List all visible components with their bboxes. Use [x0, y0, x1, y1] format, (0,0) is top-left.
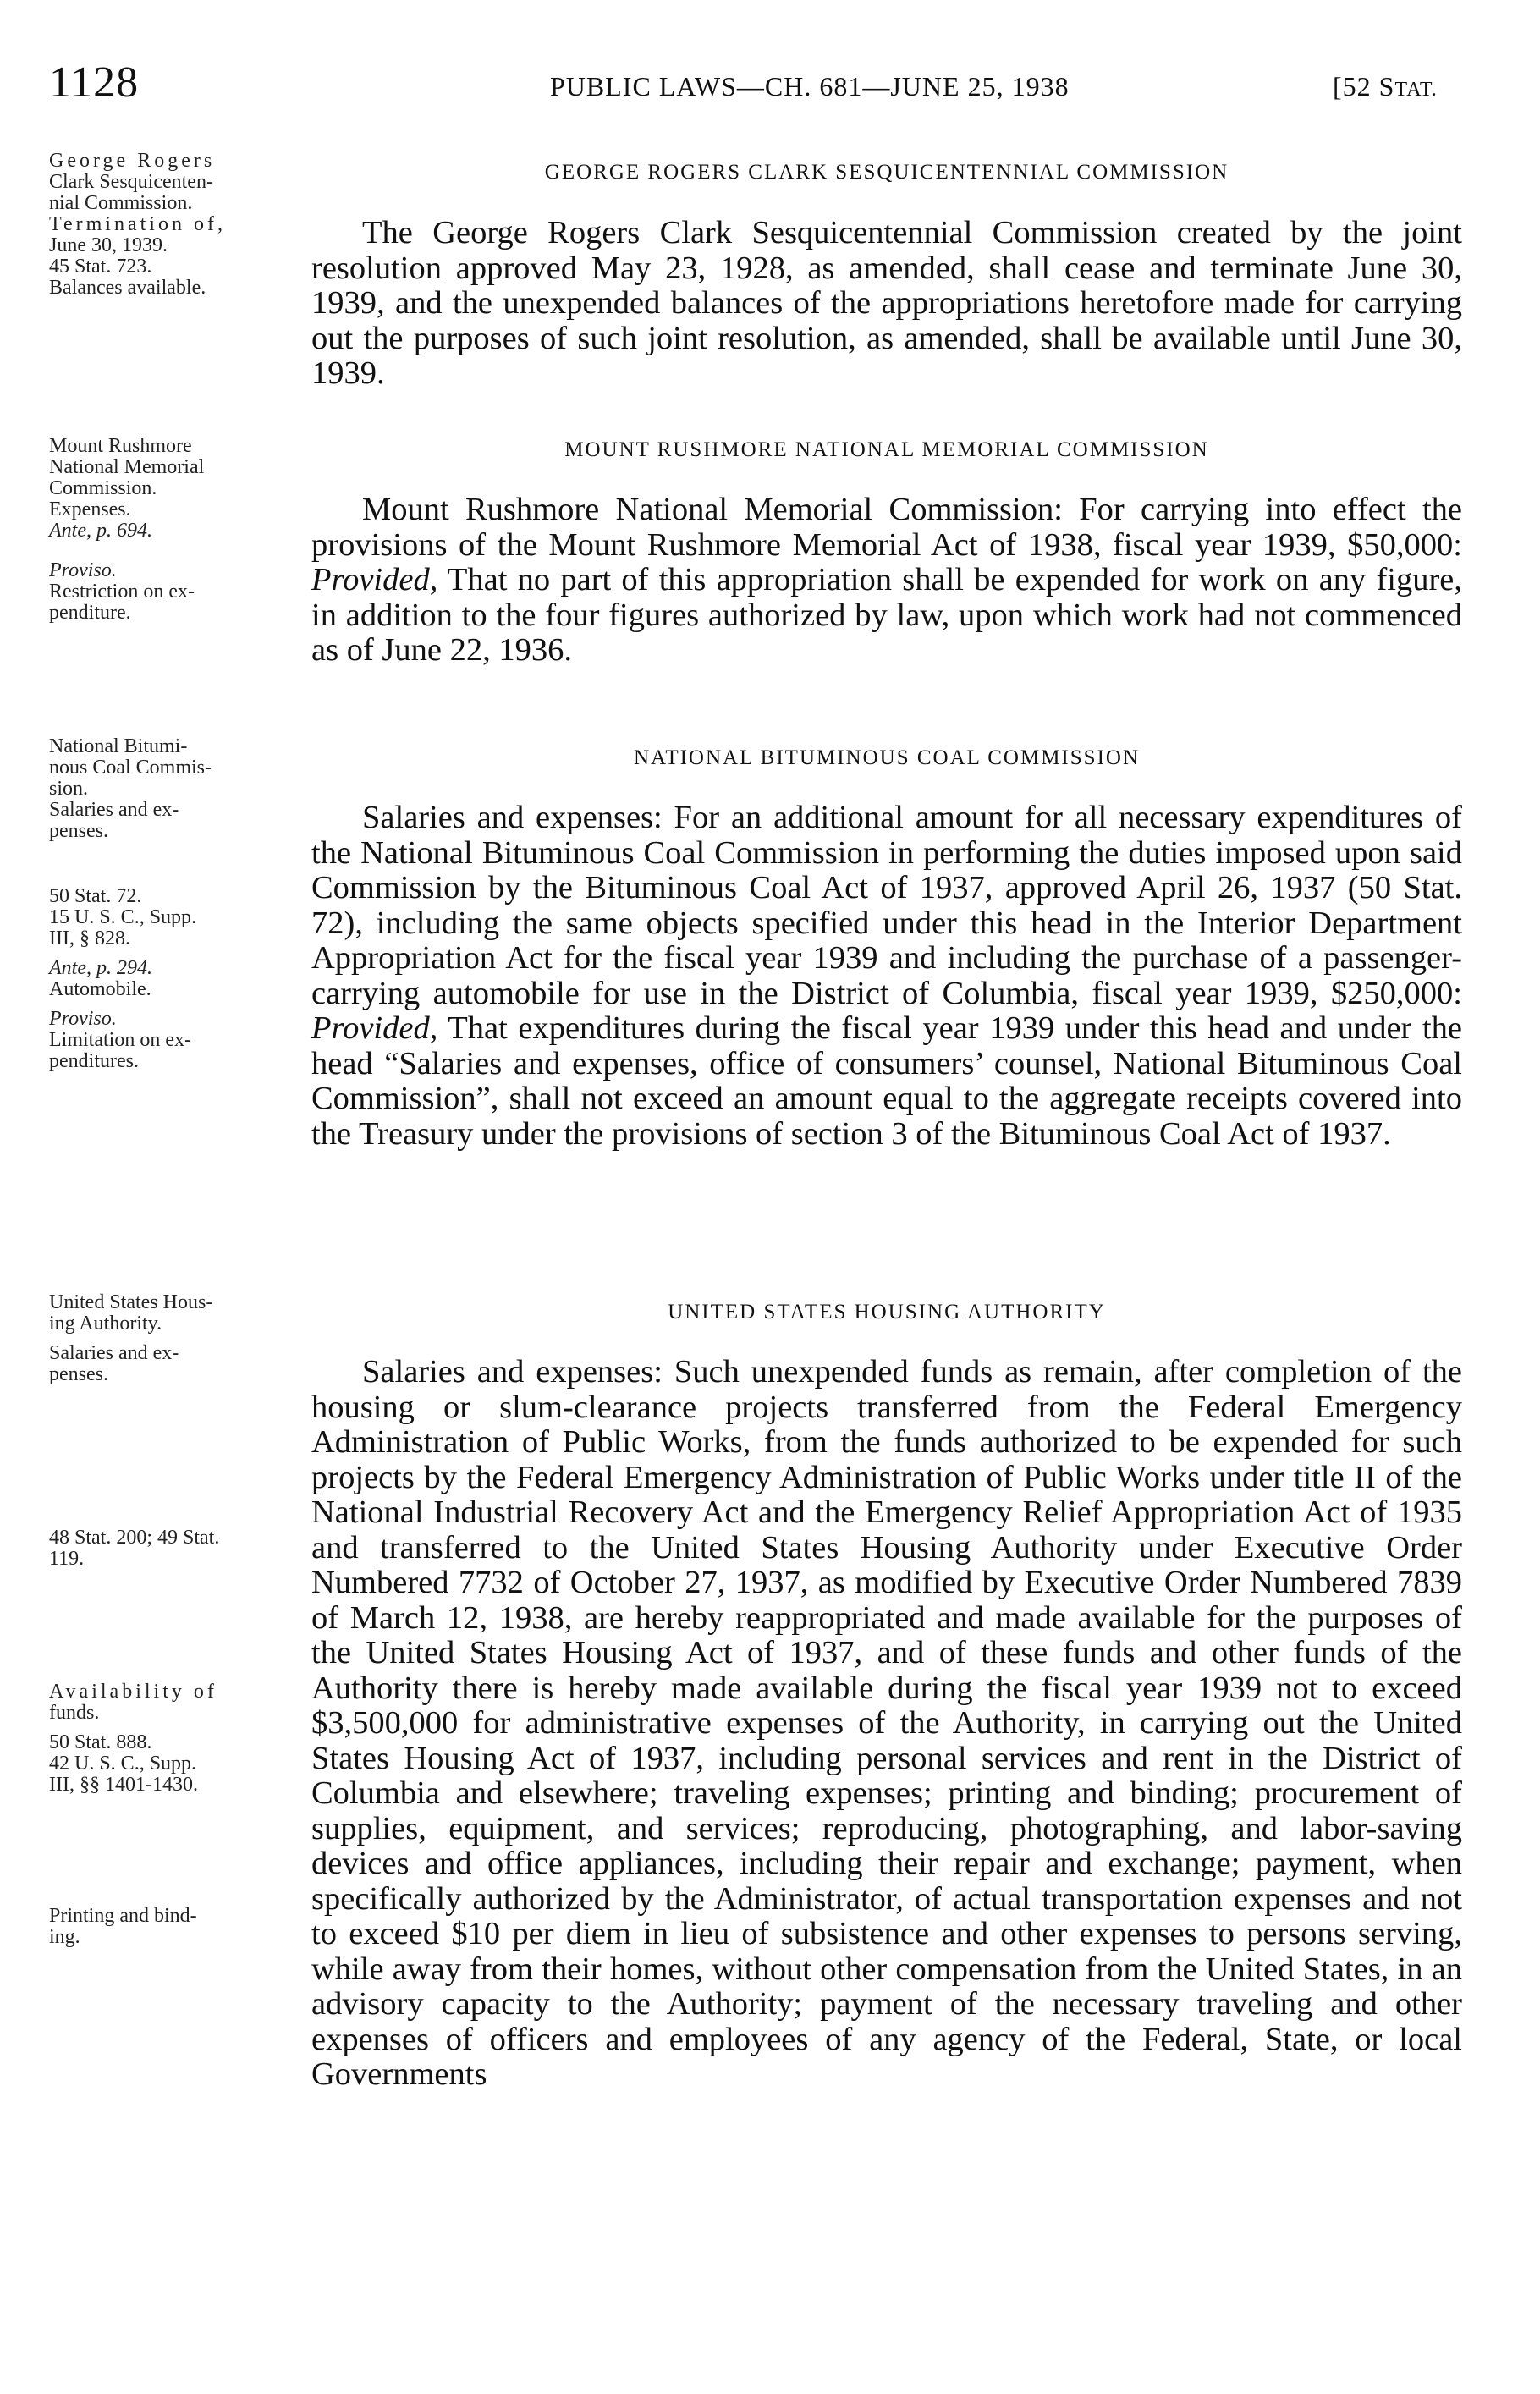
section-body-bituminous-coal [311, 801, 1462, 1152]
margin-note: National Memorial [49, 456, 205, 478]
paragraph: Salaries and expenses: Such unexpended funds as remain, after completion of the housing or slum-clearance projects transferred from the Federal Emergency Administration of Public Works, from the funds authorized to be expended for such projects by the Federal Emergency Administration of Public Works under title II of the National Industrial Recovery Act and the Emergency Relief Appropriation Act of 1935 and transferred to the United States Housing Authority under Executive Order Numbered 7732 of October 27, 1937, as modified by Executive Order Numbered 7839 of March 12, 1938, are hereby reappropriated and made available for the purposes of the United States Housing Act of 1937, and of these funds and other funds of the Authority there is hereby made available during the fiscal year 1939 not to exceed $3,500,000 for administrative expenses of the Authority, in carrying out the United States Housing Act of 1937, including personal services and rent in the District of Columbia and elsewhere; traveling expenses; printing and binding; procurement of supplies, equipment, and services; reproducing, photographing, and labor-saving devices and office appliances, including their repair and exchange; payment, when specifically authorized by the Administrator, of actual transportation expenses and not to exceed $10 per diem in lieu of subsistence and other expenses to persons serving, while away from their homes, without other compensation from the United States, in an advisory capacity to the Authority; payment of the necessary traveling and other expenses of officers and employees of any agency of the Federal, State, or local Governments [311, 1354, 1462, 2092]
margin-notes-bituminous-coal [49, 736, 303, 1072]
section-body-george-rogers-clark [311, 216, 1462, 392]
margin-note: 50 Stat. 72. [49, 885, 142, 907]
margin-note: Proviso. [49, 559, 117, 581]
section-heading-george-rogers-clark: GEORGE ROGERS CLARK SESQUICENTENNIAL COMMISSION [544, 161, 1229, 184]
margin-note: Limitation on ex- [49, 1029, 191, 1051]
running-head [0, 58, 1540, 117]
margin-note: Termination of, [49, 213, 226, 235]
margin-note: 48 Stat. 200; 49 Stat. [49, 1527, 220, 1549]
margin-note: 15 U. S. C., Supp. [49, 906, 197, 928]
margin-note: III, §§ 1401-1430. [49, 1774, 198, 1796]
margin-note: ing Authority. [49, 1313, 162, 1335]
margin-note: sion. [49, 778, 89, 800]
margin-note: Clark Sesquicenten- [49, 171, 213, 193]
margin-note: penses. [49, 1363, 108, 1385]
section-heading-mount-rushmore: MOUNT RUSHMORE NATIONAL MEMORIAL COMMISSION [564, 438, 1209, 461]
margin-note: Expenses. [49, 498, 131, 520]
margin-note: funds. [49, 1702, 100, 1724]
margin-note: 50 Stat. 888. [49, 1731, 152, 1753]
margin-note: Ante, p. 294. [49, 957, 152, 979]
margin-note: penditure. [49, 602, 131, 624]
paragraph: The George Rogers Clark Sesquicentennial Commission created by the joint resolution approved May 23, 1928, as amended, shall cease and terminate June 30, 1939, and the unexpended balances of the appropriations heretofore made for carrying out the purposes of such joint resolution, as amended, shall be available until June 30, 1939. [311, 215, 1462, 391]
margin-note: nous Coal Commis- [49, 757, 212, 779]
margin-note: 119. [49, 1548, 85, 1570]
paragraph: Salaries and expenses: For an additional amount for all necessary expenditures of the National Bituminous Coal Commission in performing the duties imposed upon said Commission by the Bituminous Coal Act of 1937, approved April 26, 1937 (50 Stat. 72), including the same objects specified under this head in the Interior Department Appropriation Act for the fiscal year 1939 and including the purchase of a passenger-carrying automobile for use in the District of Columbia, fiscal year 1939, $250,000: Provided, That expenditures during the fiscal year 1939 under this head and under the head “Salaries and expenses, office of consumers’ counsel, National Bituminous Coal Commission”, shall not exceed an amount equal to the aggregate receipts covered into the Treasury under the provisions of section 3 of the Bituminous Coal Act of 1937. [311, 800, 1462, 1152]
paragraph: Mount Rushmore National Memorial Commission: For carrying into effect the provisions of the Mount Rushmore Memorial Act of 1938, fiscal year 1939, $50,000: Provided, That no part of this appropriation shall be expended for work on any figure, in addition to the four figures authorized by law, upon which work had not commenced as of June 22, 1936. [311, 492, 1462, 668]
page-number: 1128 [49, 58, 140, 107]
section-heading-bituminous-coal: NATIONAL BITUMINOUS COAL COMMISSION [633, 746, 1140, 769]
margin-note: penses. [49, 820, 108, 842]
margin-note: June 30, 1939. [49, 234, 168, 256]
running-head-statute: [52 STAT. [1333, 71, 1438, 102]
section-body-mount-rushmore [311, 493, 1462, 669]
margin-note: Proviso. [49, 1008, 117, 1030]
margin-note: Ante, p. 694. [49, 520, 152, 542]
margin-note: Salaries and ex- [49, 799, 179, 821]
margin-note: 45 Stat. 723. [49, 256, 152, 278]
margin-note: United States Hous- [49, 1291, 213, 1313]
section-heading-housing-authority: UNITED STATES HOUSING AUTHORITY [668, 1301, 1106, 1324]
margin-note: Salaries and ex- [49, 1342, 179, 1364]
margin-note: Restriction on ex- [49, 581, 195, 603]
margin-note: Mount Rushmore [49, 435, 192, 457]
margin-note: Balances available. [49, 277, 206, 299]
margin-note: nial Commission. [49, 192, 193, 214]
margin-note: National Bitumi- [49, 735, 188, 757]
margin-note: 42 U. S. C., Supp. [49, 1753, 197, 1775]
margin-note: ing. [49, 1926, 80, 1948]
margin-note: Printing and bind- [49, 1905, 197, 1927]
section-body-housing-authority [311, 1355, 1462, 2093]
margin-notes-mount-rushmore [49, 436, 303, 624]
margin-notes-george-rogers-clark [49, 151, 303, 299]
margin-note: Commission. [49, 477, 157, 499]
margin-note: penditures. [49, 1050, 139, 1072]
margin-note: Automobile. [49, 978, 151, 1000]
margin-note: George Rogers [49, 150, 216, 172]
margin-notes-housing-authority [49, 1292, 303, 1948]
running-head-title: PUBLIC LAWS—CH. 681—JUNE 25, 1938 [550, 71, 1070, 102]
margin-note: III, § 828. [49, 927, 130, 949]
margin-note: Availability of [49, 1681, 217, 1703]
